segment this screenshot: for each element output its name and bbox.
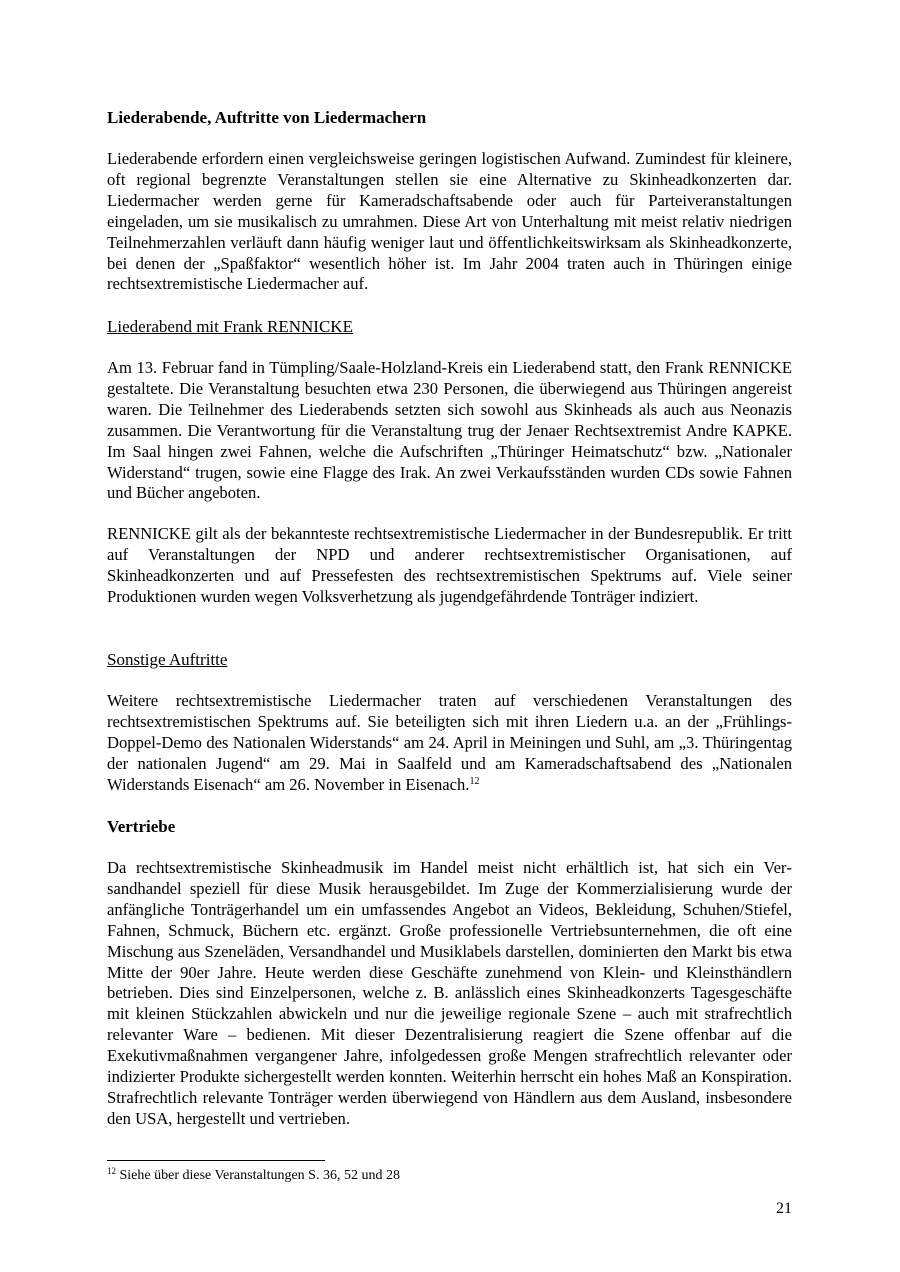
paragraph-rennicke-profile: RENNICKE gilt als der bekannteste rechtsextremistische Liedermacher in der Bundesrepublik. Er tritt auf Veranstaltungen der NPD und anderer rechtsextremistischer Organisationen, auf Skinheadkonzerten und auf Pressefesten des rechtsextremistischen Spektrums auf. Viele seiner Produktionen wurden wegen Volksverhetzung als jugendgefährdende Tonträger indiziert. bbox=[107, 524, 792, 606]
footnote-divider bbox=[107, 1160, 325, 1161]
subheading-sonstige: Sonstige Auftritte bbox=[107, 650, 228, 669]
paragraph-sonstige bbox=[107, 691, 792, 796]
paragraph-vertriebe: Da rechtsextremistische Skinheadmusik im Handel meist nicht erhältlich ist, hat sich ein Versandhandel speziell für diese Musik herausgebildet. Im Zuge der Kommerzialisierung wurde der anfängliche Tonträgerhandel um ein umfassendes Angebot an Videos, Bekleidung, Schuhen/Stiefel, Fahnen, Schmuck, Büchern etc. ergänzt. Große professionelle Vertriebsunternehmen, die oft eine Mischung aus Szeneläden, Versandhandel und Musiklabels darstellen, dominierten den Markt bis etwa Mitte der 90er Jahre. Heute werden diese Geschäfte zunehmend von Klein- und Kleinsthändlern betrieben. Dies sind Einzelpersonen, welche z. B. anlässlich eines Skinheadkonzerts Tagesgeschäfte mit kleinen Stückzahlen abwickeln und nur die jeweilige regionale Szene – auch mit strafrechtlich relevanter Ware – bedienen. Mit dieser Dezentralisierung reagiert die Szene offenbar auf die Exekutivmaßnahmen vergangener Jahre, infolgedessen große Mengen strafrechtlich relevanter oder indizierter Produkte sichergestellt werden konnten. Weiterhin herrscht ein hohes Maß an Konspiration. Strafrechtlich relevante Tonträger werden überwiegend von Händlern aus dem Ausland, insbesondere den USA, hergestellt und vertrieben. bbox=[107, 858, 792, 1128]
footnote-number: 12 bbox=[107, 1166, 116, 1176]
footnote bbox=[107, 1167, 400, 1185]
subheading-rennicke: Liederabend mit Frank RENNICKE bbox=[107, 317, 353, 336]
footnote-reference[interactable]: 12 bbox=[469, 775, 480, 787]
paragraph-intro: Liederabende erfordern einen vergleichsweise geringen logistischen Aufwand. Zumindest für kleinere, oft regional begrenzte Veranstaltungen stellen sie eine Alternative zu Skinheadkonzerten dar. Liedermacher werden gerne für Kameradschaftsabende oder auch für Parteiveranstaltungen eingeladen, um sie musikalisch zu umrahmen. Diese Art von Unterhaltung mit meist relativ niedrigen Teilnehmerzahlen verläuft dann häufig weniger laut und öffentlichkeitswirksam als Skinheadkonzerte, bei denen der „Spaßfaktor“ wesentlich höher ist. Im Jahr 2004 traten auch in Thüringen einige rechtsextremistische Liedermacher auf. bbox=[107, 149, 792, 294]
paragraph-rennicke-event: Am 13. Februar fand in Tümpling/Saale-Holzland-Kreis ein Liederabend statt, den Frank RENNICKE gestaltete. Die Veranstaltung besuchten etwa 230 Personen, die überwiegend aus Thüringen angereist waren. Die Teilnehmer des Liederabends setzten sich sowohl aus Skinheads als auch aus Neonazis zusammen. Die Verantwortung für die Veranstaltung trug der Jenaer Rechtsextremist Andre KAPKE. Im Saal hingen zwei Fahnen, welche die Aufschriften „Thüringer Heimatschutz“ bzw. „Nationaler Widerstand“ trugen, sowie eine Flagge des Irak. An zwei Verkaufsständen wurden CDs sowie Fahnen und Bücher angeboten. bbox=[107, 358, 792, 503]
footnote-text: Siehe über diese Veranstaltungen S. 36, 52 und 28 bbox=[119, 1168, 400, 1183]
section-heading-vertriebe: Vertriebe bbox=[107, 817, 176, 836]
paragraph-sonstige-text: Weitere rechtsextremistische Liedermacher traten auf verschiedenen Veranstaltungen des rechtsextremistischen Spektrums auf. Sie beteiligten sich mit ihren Liedern u.a. an der „Frühlings-Doppel-Demo des Nationalen Widerstands“ am 24. April in Meiningen und Suhl, am „3. Thüringentag der nationalen Jugend“ am 29. Mai in Saalfeld und am Kameradschaftsabend des „Nationalen Widerstands Eisenach“ am 26. November in Eisenach. bbox=[107, 691, 792, 794]
section-heading-liederabende: Liederabende, Auftritte von Liedermachern bbox=[107, 108, 427, 127]
page-number: 21 bbox=[776, 1200, 792, 1217]
